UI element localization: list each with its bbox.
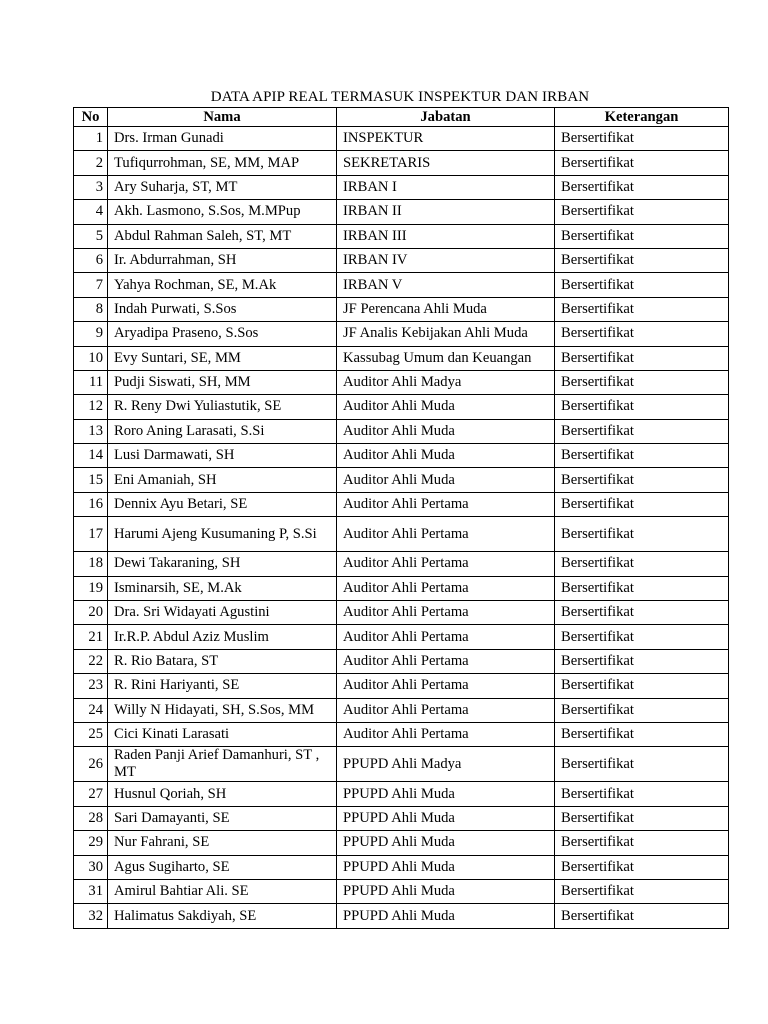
table-row (74, 492, 729, 516)
cell-no: 4 (74, 200, 108, 224)
header-no: No (74, 108, 108, 127)
cell-nama: Willy N Hidayati, SH, S.Sos, MM (108, 698, 337, 722)
cell-keterangan: Bersertifikat (555, 492, 729, 516)
cell-keterangan: Bersertifikat (555, 649, 729, 673)
cell-keterangan: Bersertifikat (555, 224, 729, 248)
cell-nama: Yahya Rochman, SE, M.Ak (108, 273, 337, 297)
cell-nama: R. Reny Dwi Yuliastutik, SE (108, 395, 337, 419)
cell-keterangan: Bersertifikat (555, 297, 729, 321)
cell-no: 14 (74, 444, 108, 468)
cell-nama: Roro Aning Larasati, S.Si (108, 419, 337, 443)
cell-jabatan: Auditor Ahli Pertama (337, 601, 555, 625)
cell-no: 17 (74, 517, 108, 552)
cell-nama: Isminarsih, SE, M.Ak (108, 576, 337, 600)
table-row (74, 904, 729, 928)
cell-nama: Tufiqurrohman, SE, MM, MAP (108, 151, 337, 175)
cell-nama: R. Rini Hariyanti, SE (108, 674, 337, 698)
cell-nama: Aryadipa Praseno, S.Sos (108, 322, 337, 346)
cell-nama: Raden Panji Arief Damanhuri, ST , MT (108, 747, 337, 782)
cell-no: 11 (74, 370, 108, 394)
cell-keterangan: Bersertifikat (555, 151, 729, 175)
cell-jabatan: IRBAN V (337, 273, 555, 297)
table-row (74, 444, 729, 468)
cell-nama: R. Rio Batara, ST (108, 649, 337, 673)
table-row (74, 297, 729, 321)
cell-keterangan: Bersertifikat (555, 517, 729, 552)
cell-jabatan: IRBAN I (337, 175, 555, 199)
cell-nama: Dra. Sri Widayati Agustini (108, 601, 337, 625)
cell-no: 15 (74, 468, 108, 492)
apip-data-table (73, 107, 729, 929)
table-row (74, 879, 729, 903)
cell-no: 6 (74, 248, 108, 272)
cell-jabatan: IRBAN IV (337, 248, 555, 272)
table-row (74, 806, 729, 830)
cell-keterangan: Bersertifikat (555, 322, 729, 346)
cell-no: 3 (74, 175, 108, 199)
table-row (74, 370, 729, 394)
cell-no: 20 (74, 601, 108, 625)
table-row (74, 273, 729, 297)
cell-keterangan: Bersertifikat (555, 200, 729, 224)
cell-nama: Agus Sugiharto, SE (108, 855, 337, 879)
cell-no: 27 (74, 782, 108, 806)
table-row (74, 224, 729, 248)
table-row (74, 127, 729, 151)
cell-keterangan: Bersertifikat (555, 346, 729, 370)
cell-jabatan: Kassubag Umum dan Keuangan (337, 346, 555, 370)
cell-nama: Harumi Ajeng Kusumaning P, S.Si (108, 517, 337, 552)
table-row (74, 346, 729, 370)
cell-no: 29 (74, 831, 108, 855)
cell-keterangan: Bersertifikat (555, 419, 729, 443)
table-row (74, 468, 729, 492)
cell-nama: Sari Damayanti, SE (108, 806, 337, 830)
table-row (74, 782, 729, 806)
cell-no: 12 (74, 395, 108, 419)
cell-keterangan: Bersertifikat (555, 806, 729, 830)
cell-no: 28 (74, 806, 108, 830)
table-row (74, 395, 729, 419)
cell-jabatan: Auditor Ahli Muda (337, 468, 555, 492)
cell-keterangan: Bersertifikat (555, 904, 729, 928)
table-row (74, 855, 729, 879)
table-row (74, 747, 729, 782)
table-row (74, 151, 729, 175)
table-row (74, 200, 729, 224)
cell-keterangan: Bersertifikat (555, 127, 729, 151)
cell-jabatan: Auditor Ahli Muda (337, 395, 555, 419)
table-row (74, 175, 729, 199)
cell-jabatan: SEKRETARIS (337, 151, 555, 175)
cell-nama: Eni Amaniah, SH (108, 468, 337, 492)
cell-nama: Drs. Irman Gunadi (108, 127, 337, 151)
table-row (74, 576, 729, 600)
cell-no: 13 (74, 419, 108, 443)
table-row (74, 601, 729, 625)
cell-keterangan: Bersertifikat (555, 395, 729, 419)
header-nama: Nama (108, 108, 337, 127)
table-row (74, 517, 729, 552)
table-header-row (74, 108, 729, 127)
cell-keterangan: Bersertifikat (555, 831, 729, 855)
cell-keterangan: Bersertifikat (555, 468, 729, 492)
cell-nama: Akh. Lasmono, S.Sos, M.MPup (108, 200, 337, 224)
cell-nama: Evy Suntari, SE, MM (108, 346, 337, 370)
cell-jabatan: Auditor Ahli Pertama (337, 517, 555, 552)
header-jabatan: Jabatan (337, 108, 555, 127)
cell-nama: Dennix Ayu Betari, SE (108, 492, 337, 516)
cell-no: 1 (74, 127, 108, 151)
cell-nama: Halimatus Sakdiyah, SE (108, 904, 337, 928)
table-row (74, 248, 729, 272)
cell-keterangan: Bersertifikat (555, 175, 729, 199)
cell-jabatan: IRBAN II (337, 200, 555, 224)
cell-jabatan: Auditor Ahli Pertama (337, 674, 555, 698)
cell-nama: Amirul Bahtiar Ali. SE (108, 879, 337, 903)
cell-jabatan: PPUPD Ahli Madya (337, 747, 555, 782)
cell-jabatan: INSPEKTUR (337, 127, 555, 151)
cell-keterangan: Bersertifikat (555, 674, 729, 698)
cell-keterangan: Bersertifikat (555, 747, 729, 782)
cell-keterangan: Bersertifikat (555, 370, 729, 394)
cell-keterangan: Bersertifikat (555, 698, 729, 722)
cell-keterangan: Bersertifikat (555, 444, 729, 468)
cell-no: 19 (74, 576, 108, 600)
cell-no: 18 (74, 552, 108, 576)
cell-keterangan: Bersertifikat (555, 601, 729, 625)
cell-keterangan: Bersertifikat (555, 552, 729, 576)
cell-keterangan: Bersertifikat (555, 273, 729, 297)
table-row (74, 674, 729, 698)
cell-jabatan: Auditor Ahli Pertama (337, 576, 555, 600)
cell-no: 16 (74, 492, 108, 516)
table-row (74, 322, 729, 346)
cell-no: 31 (74, 879, 108, 903)
cell-keterangan: Bersertifikat (555, 576, 729, 600)
cell-jabatan: Auditor Ahli Muda (337, 444, 555, 468)
table-row (74, 649, 729, 673)
table-row (74, 552, 729, 576)
document-title: DATA APIP REAL TERMASUK INSPEKTUR DAN IRBAN (210, 89, 590, 105)
cell-no: 8 (74, 297, 108, 321)
cell-no: 21 (74, 625, 108, 649)
cell-no: 2 (74, 151, 108, 175)
cell-jabatan: Auditor Ahli Pertama (337, 552, 555, 576)
cell-no: 7 (74, 273, 108, 297)
cell-no: 26 (74, 747, 108, 782)
table-row (74, 698, 729, 722)
cell-jabatan: JF Perencana Ahli Muda (337, 297, 555, 321)
cell-keterangan: Bersertifikat (555, 722, 729, 746)
cell-no: 24 (74, 698, 108, 722)
table-body (74, 127, 729, 929)
header-keterangan: Keterangan (555, 108, 729, 127)
cell-jabatan: IRBAN III (337, 224, 555, 248)
cell-jabatan: Auditor Ahli Pertama (337, 492, 555, 516)
cell-nama: Cici Kinati Larasati (108, 722, 337, 746)
cell-no: 9 (74, 322, 108, 346)
cell-nama: Dewi Takaraning, SH (108, 552, 337, 576)
cell-nama: Ary Suharja, ST, MT (108, 175, 337, 199)
cell-jabatan: Auditor Ahli Madya (337, 370, 555, 394)
cell-nama: Ir.R.P. Abdul Aziz Muslim (108, 625, 337, 649)
table-row (74, 722, 729, 746)
cell-keterangan: Bersertifikat (555, 625, 729, 649)
cell-nama: Husnul Qoriah, SH (108, 782, 337, 806)
table-row (74, 419, 729, 443)
table-row (74, 831, 729, 855)
cell-no: 10 (74, 346, 108, 370)
cell-keterangan: Bersertifikat (555, 879, 729, 903)
cell-nama: Nur Fahrani, SE (108, 831, 337, 855)
cell-jabatan: PPUPD Ahli Muda (337, 831, 555, 855)
cell-no: 30 (74, 855, 108, 879)
cell-nama: Pudji Siswati, SH, MM (108, 370, 337, 394)
cell-jabatan: PPUPD Ahli Muda (337, 879, 555, 903)
cell-jabatan: JF Analis Kebijakan Ahli Muda (337, 322, 555, 346)
cell-nama: Abdul Rahman Saleh, ST, MT (108, 224, 337, 248)
cell-jabatan: Auditor Ahli Muda (337, 419, 555, 443)
cell-nama: Ir. Abdurrahman, SH (108, 248, 337, 272)
cell-keterangan: Bersertifikat (555, 248, 729, 272)
cell-keterangan: Bersertifikat (555, 782, 729, 806)
cell-no: 32 (74, 904, 108, 928)
table-row (74, 625, 729, 649)
cell-jabatan: Auditor Ahli Pertama (337, 625, 555, 649)
cell-jabatan: Auditor Ahli Pertama (337, 722, 555, 746)
cell-jabatan: PPUPD Ahli Muda (337, 855, 555, 879)
cell-jabatan: Auditor Ahli Pertama (337, 649, 555, 673)
cell-no: 5 (74, 224, 108, 248)
cell-keterangan: Bersertifikat (555, 855, 729, 879)
cell-nama: Indah Purwati, S.Sos (108, 297, 337, 321)
cell-no: 25 (74, 722, 108, 746)
cell-nama: Lusi Darmawati, SH (108, 444, 337, 468)
cell-jabatan: PPUPD Ahli Muda (337, 904, 555, 928)
cell-no: 23 (74, 674, 108, 698)
cell-jabatan: Auditor Ahli Pertama (337, 698, 555, 722)
cell-jabatan: PPUPD Ahli Muda (337, 782, 555, 806)
cell-no: 22 (74, 649, 108, 673)
cell-jabatan: PPUPD Ahli Muda (337, 806, 555, 830)
